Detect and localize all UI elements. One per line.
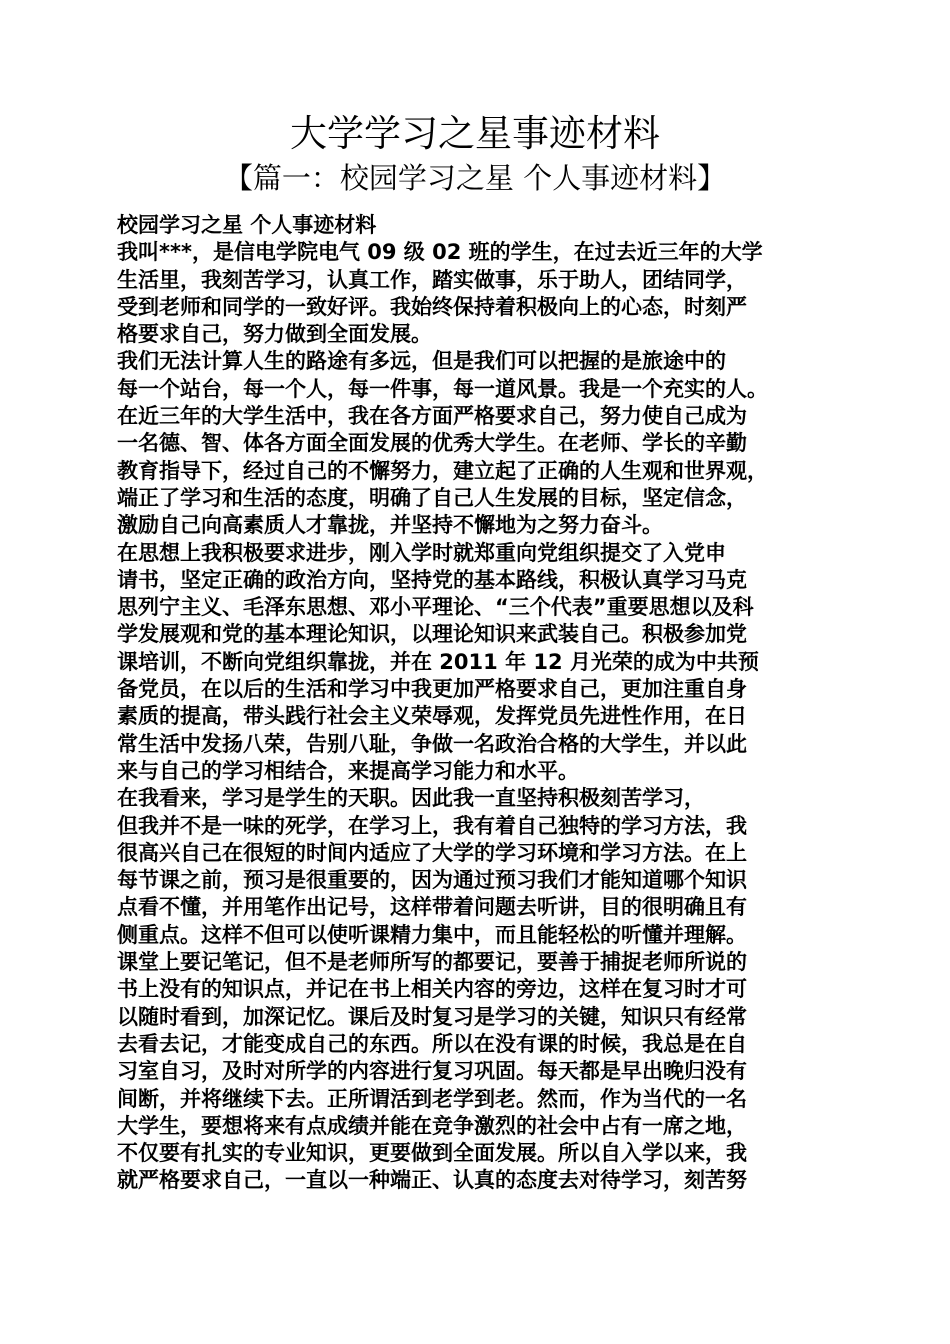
body-line: 思列宁主义、毛泽东思想、邓小平理论、“三个代表”重要思想以及科 — [117, 595, 754, 620]
body-line: 侧重点。这样不但可以使听课精力集中，而且能轻松的听懂并理解。 — [117, 922, 747, 947]
page-title: 大学学习之星事迹材料 — [290, 112, 660, 155]
body-line: 我们无法计算人生的路途有多远，但是我们可以把握的是旅途中的 — [117, 349, 726, 374]
body-line: 以随时看到，加深记忆。课后及时复习是学习的关键，知识只有经常 — [117, 1004, 747, 1029]
body-line: 在我看来，学习是学生的天职。因此我一直坚持积极刻苦学习， — [117, 786, 705, 811]
body-line: 我叫***，是信电学院电气 09 级 02 班的学生，在过去近三年的大学 — [117, 240, 763, 265]
body-line: 去看去记，才能变成自己的东西。所以在没有课的时候，我总是在自 — [117, 1031, 747, 1056]
body-line: 在思想上我积极要求进步，刚入学时就郑重向党组织提交了入党申 — [117, 540, 726, 565]
section-heading: 校园学习之星 个人事迹材料 — [117, 213, 377, 237]
body-line: 教育指导下，经过自己的不懈努力，建立起了正确的人生观和世界观， — [117, 458, 768, 483]
body-line: 间断，并将继续下去。正所谓活到老学到老。然而，作为当代的一名 — [117, 1086, 747, 1111]
body-line: 来与自己的学习相结合，来提高学习能力和水平。 — [117, 758, 579, 783]
body-line: 受到老师和同学的一致好评。我始终保持着积极向上的心态，时刻严 — [117, 294, 747, 319]
body-line: 激励自己向高素质人才靠拢，并坚持不懈地为之努力奋斗。 — [117, 513, 663, 538]
body-line: 格要求自己，努力做到全面发展。 — [117, 322, 432, 347]
body-line: 书上没有的知识点，并记在书上相关内容的旁边，这样在复习时才可 — [117, 977, 747, 1002]
body-line: 大学生，要想将来有点成绩并能在竞争激烈的社会中占有一席之地， — [117, 1113, 747, 1138]
body-line: 备党员，在以后的生活和学习中我更加严格要求自己，更加注重自身 — [117, 677, 747, 702]
body-line: 点看不懂，并用笔作出记号，这样带着问题去听讲，目的很明确且有 — [117, 895, 747, 920]
body-line: 在近三年的大学生活中，我在各方面严格要求自己，努力使自己成为 — [117, 404, 747, 429]
body-line: 就严格要求自己，一直以一种端正、认真的态度去对待学习，刻苦努 — [117, 1168, 747, 1193]
body-line: 很高兴自己在很短的时间内适应了大学的学习环境和学习方法。在上 — [117, 840, 747, 865]
document-body — [117, 212, 847, 1195]
body-line: 每节课之前，预习是很重要的，因为通过预习我们才能知道哪个知识 — [117, 868, 747, 893]
body-line: 请书，坚定正确的政治方向，坚持党的基本路线，积极认真学习马克 — [117, 567, 747, 592]
body-line: 课堂上要记笔记，但不是老师所写的都要记，要善于捕捉老师所说的 — [117, 950, 747, 975]
body-line: 不仅要有扎实的专业知识，更要做到全面发展。所以自入学以来，我 — [117, 1141, 747, 1166]
body-line: 生活里，我刻苦学习，认真工作，踏实做事，乐于助人，团结同学， — [117, 267, 747, 292]
body-line: 但我并不是一味的死学，在学习上，我有着自己独特的学习方法，我 — [117, 813, 747, 838]
body-line: 习室自习，及时对所学的内容进行复习巩固。每天都是早出晚归没有 — [117, 1059, 747, 1084]
body-line: 素质的提高，带头践行社会主义荣辱观，发挥党员先进性作用，在日 — [117, 704, 747, 729]
page-subtitle: 【篇一：校园学习之星 个人事迹材料】 — [223, 161, 727, 195]
body-line: 常生活中发扬八荣，告别八耻，争做一名政治合格的大学生，并以此 — [117, 731, 747, 756]
body-line: 每一个站台，每一个人，每一件事，每一道风景。我是一个充实的人。 — [117, 376, 768, 401]
body-line: 课培训，不断向党组织靠拢，并在 2011 年 12 月光荣的成为中共预 — [117, 649, 759, 674]
body-line: 一名德、智、体各方面全面发展的优秀大学生。在老师、学长的辛勤 — [117, 431, 747, 456]
body-line: 学发展观和党的基本理论知识，以理论知识来武装自己。积极参加党 — [117, 622, 747, 647]
body-line: 端正了学习和生活的态度，明确了自己人生发展的目标，坚定信念， — [117, 485, 747, 510]
